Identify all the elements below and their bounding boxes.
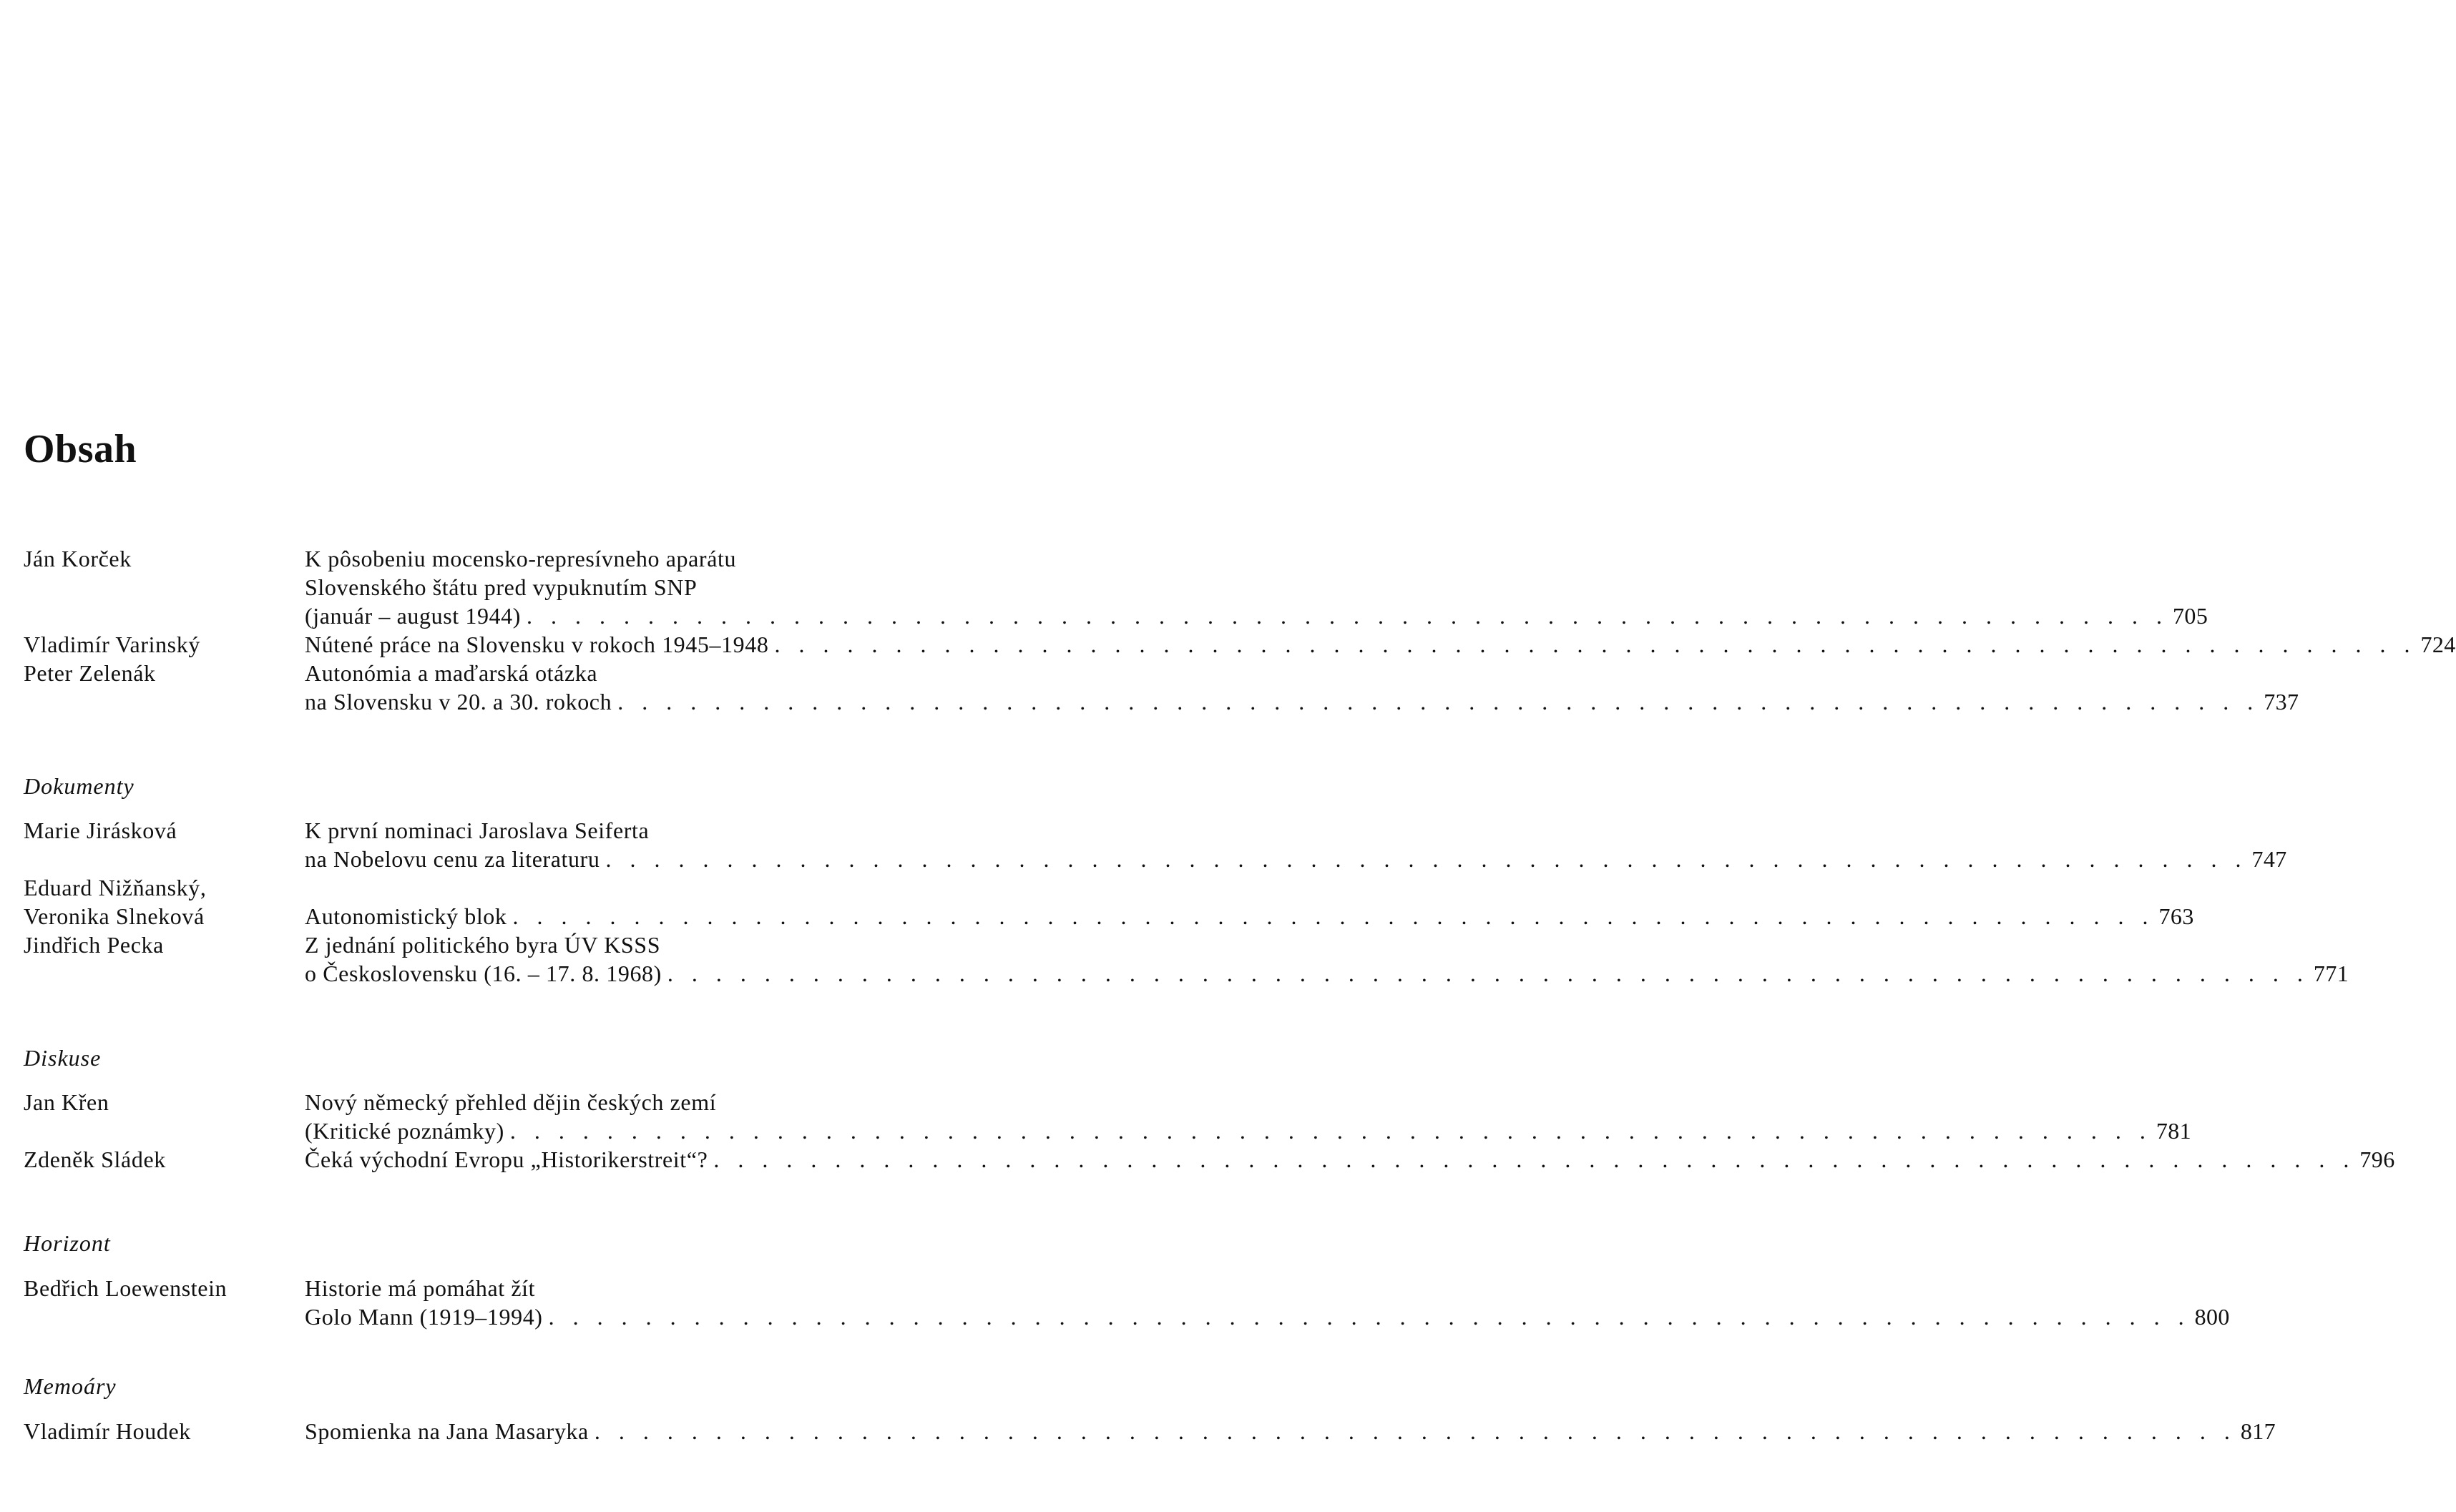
section-heading-diskuse: Diskuse xyxy=(24,1045,102,1071)
toc-entry-leader[interactable] xyxy=(305,603,2208,629)
entry-title-last: Golo Mann (1919–1994) xyxy=(305,1304,543,1330)
entry-page-number: 781 xyxy=(2156,1118,2192,1144)
entry-author: Ján Korček xyxy=(24,546,132,571)
toc-entry-leader[interactable] xyxy=(305,1304,2230,1330)
entry-title-line: Z jednání politického byra ÚV KSSS xyxy=(305,932,661,958)
leader-dots: . . . . . . . . . . . . . . . . . . . . . . . . . . . . . . . . . . . . . . . . . . . . . . . . . . . . . . . . . . . . . . . . . . . . xyxy=(667,961,2309,986)
entry-author: Bedřich Loewenstein xyxy=(24,1275,228,1301)
toc-entry-leader[interactable] xyxy=(305,961,2349,986)
entry-page-number: 800 xyxy=(2194,1304,2230,1330)
leader-dots: . . . . . . . . . . . . . . . . . . . . . . . . . . . . . . . . . . . . . . . . . . . . . . . . . . . . . . . . . . . . . . . . . . . . xyxy=(774,632,2417,657)
entry-page-number: 771 xyxy=(2313,961,2349,986)
toc-entry-leader[interactable] xyxy=(305,632,2456,657)
toc-entry-leader[interactable] xyxy=(305,1118,2192,1144)
entry-title-last: (Kritické poznámky) xyxy=(305,1118,504,1144)
entry-title-last: (január – august 1944) xyxy=(305,603,522,629)
entry-page-number: 817 xyxy=(2240,1418,2276,1444)
entry-title-last: Nútené práce na Slovensku v rokoch 1945–1948 xyxy=(305,632,769,657)
section-heading-horizont: Horizont xyxy=(24,1230,111,1256)
entry-title-last: o Československu (16. – 17. 8. 1968) xyxy=(305,961,662,986)
entry-page-number: 763 xyxy=(2158,903,2194,929)
toc-entry-leader[interactable] xyxy=(305,846,2287,872)
leader-dots: . . . . . . . . . . . . . . . . . . . . . . . . . . . . . . . . . . . . . . . . . . . . . . . . . . . . . . . . . . . . . . . . . . . . xyxy=(617,689,2260,715)
leader-dots: . . . . . . . . . . . . . . . . . . . . . . . . . . . . . . . . . . . . . . . . . . . . . . . . . . . . . . . . . . . . . . . . . . . . xyxy=(548,1304,2191,1330)
entry-title-line: Nový německý přehled dějin českých zemí xyxy=(305,1089,717,1115)
entry-title-line: Historie má pomáhat žít xyxy=(305,1275,536,1301)
page-title: Obsah xyxy=(24,427,137,471)
entry-title-last: na Nobelovu cenu za literaturu xyxy=(305,846,600,872)
entry-author: Veronika Slneková xyxy=(24,903,205,929)
entry-title-line: Slovenského štátu pred vypuknutím SNP xyxy=(305,574,698,600)
section-heading-dokumenty: Dokumenty xyxy=(24,773,134,799)
leader-dots: . . . . . . . . . . . . . . . . . . . . . . . . . . . . . . . . . . . . . . . . . . . . . . . . . . . . . . . . . . . . . . . . . . . . xyxy=(509,1118,2152,1144)
entry-title-last: Autonomistický blok xyxy=(305,903,507,929)
entry-author: Marie Jirásková xyxy=(24,818,177,843)
entry-page-number: 747 xyxy=(2251,846,2287,872)
entry-page-number: 724 xyxy=(2420,632,2456,657)
entry-title-last: Spomienka na Jana Masaryka xyxy=(305,1418,589,1444)
leader-dots: . . . . . . . . . . . . . . . . . . . . . . . . . . . . . . . . . . . . . . . . . . . . . . . . . . . . . . . . . . . . . . . . . . . . xyxy=(512,903,2155,929)
entry-author: Peter Zelenák xyxy=(24,660,156,686)
entry-title-last: Čeká východní Evropu „Historikerstreit“? xyxy=(305,1147,708,1172)
entry-page-number: 796 xyxy=(2359,1147,2395,1172)
entry-title-line: K první nominaci Jaroslava Seiferta xyxy=(305,818,650,843)
entry-author: Zdeněk Sládek xyxy=(24,1147,166,1172)
entry-page-number: 737 xyxy=(2264,689,2299,715)
entry-author: Jindřich Pecka xyxy=(24,932,164,958)
toc-entry-leader[interactable] xyxy=(305,903,2194,929)
entry-title-line: K pôsobeniu mocensko-represívneho aparátu xyxy=(305,546,737,571)
entry-title-last: na Slovensku v 20. a 30. rokoch xyxy=(305,689,612,715)
leader-dots: . . . . . . . . . . . . . . . . . . . . . . . . . . . . . . . . . . . . . . . . . . . . . . . . . . . . . . . . . . . . . . . . . . . . xyxy=(527,603,2169,629)
toc-entry-leader[interactable] xyxy=(305,689,2299,715)
entry-title-line: Autonómia a maďarská otázka xyxy=(305,660,598,686)
leader-dots: . . . . . . . . . . . . . . . . . . . . . . . . . . . . . . . . . . . . . . . . . . . . . . . . . . . . . . . . . . . . . . . . . . . . xyxy=(594,1418,2236,1444)
leader-dots: . . . . . . . . . . . . . . . . . . . . . . . . . . . . . . . . . . . . . . . . . . . . . . . . . . . . . . . . . . . . . . . . . . . . xyxy=(713,1147,2356,1172)
leader-dots: . . . . . . . . . . . . . . . . . . . . . . . . . . . . . . . . . . . . . . . . . . . . . . . . . . . . . . . . . . . . . . . . . . . . xyxy=(605,846,2248,872)
entry-author: Vladimír Houdek xyxy=(24,1418,191,1444)
toc-entry-leader[interactable] xyxy=(305,1147,2395,1172)
entry-author: Eduard Nižňanský, xyxy=(24,875,207,900)
entry-author: Vladimír Varinský xyxy=(24,632,200,657)
toc-entry-leader[interactable] xyxy=(305,1418,2276,1444)
entry-page-number: 705 xyxy=(2173,603,2208,629)
section-heading-memoary: Memoáry xyxy=(24,1373,117,1399)
entry-author: Jan Křen xyxy=(24,1089,109,1115)
